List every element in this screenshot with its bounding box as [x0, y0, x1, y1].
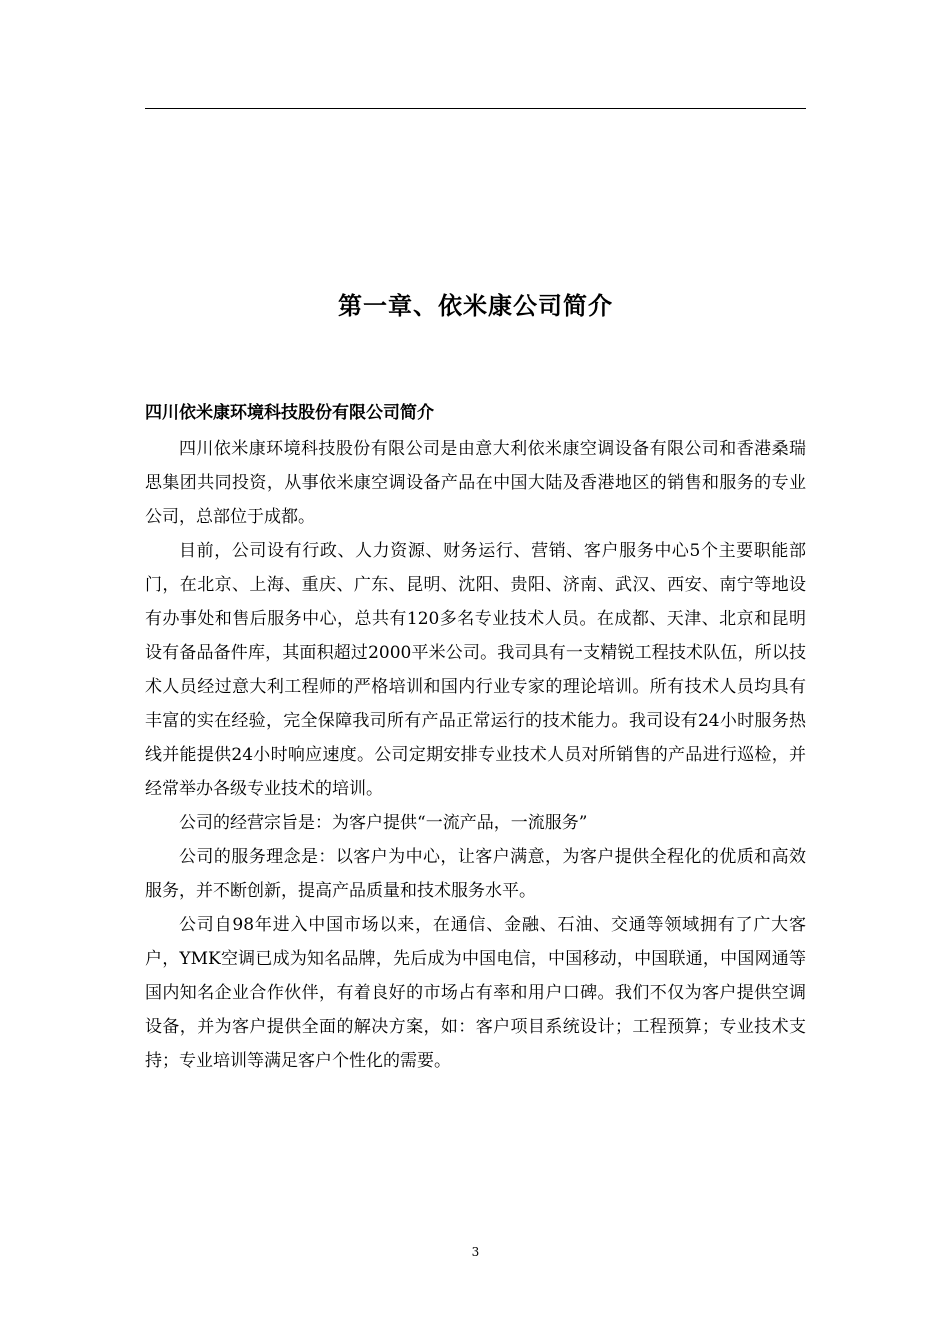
header-rule	[145, 108, 806, 109]
paragraph-5: 公司自98年进入中国市场以来，在通信、金融、石油、交通等领域拥有了广大客户，YMK空调已成为知名品牌，先后成为中国电信，中国移动，中国联通，中国网通等国内知名企业合作伙伴，有着良好的市场占有率和用户口碑。我们不仅为客户提供空调设备，并为客户提供全面的解决方案，如：客户项目系统设计；工程预算；专业技术支持；专业培训等满足客户个性化的需要。	[145, 915, 806, 1071]
paragraph-2: 目前，公司设有行政、人力资源、财务运行、营销、客户服务中心5个主要职能部门，在北京、上海、重庆、广东、昆明、沈阳、贵阳、济南、武汉、西安、南宁等地设有办事处和售后服务中心，总共有120多名专业技术人员。在成都、天津、北京和昆明设有备品备件库，其面积超过2000平米公司。我司具有一支精锐工程技术队伍，所以技术人员经过意大利工程师的严格培训和国内行业专家的理论培训。所有技术人员均具有丰富的实在经验，完全保障我司所有产品正常运行的技术能力。我司设有24小时服务热线并能提供24小时响应速度。公司定期安排专业技术人员对所销售的产品进行巡检，并经常举办各级专业技术的培训。	[145, 541, 806, 799]
page-number: 3	[471, 1245, 480, 1259]
section-title: 四川依米康环境科技股份有限公司简介	[145, 403, 434, 423]
body-text	[145, 432, 806, 1078]
paragraph-4: 公司的服务理念是：以客户为中心，让客户满意，为客户提供全程化的优质和高效服务，并不断创新，提高产品质量和技术服务水平。	[145, 847, 806, 901]
chapter-title: 第一章、依米康公司简介	[338, 292, 613, 320]
paragraph-1: 四川依米康环境科技股份有限公司是由意大利依米康空调设备有限公司和香港桑瑞思集团共同投资，从事依米康空调设备产品在中国大陆及香港地区的销售和服务的专业公司，总部位于成都。	[145, 439, 806, 527]
paragraph-3: 公司的经营宗旨是：为客户提供“一流产品，一流服务”	[179, 813, 588, 833]
